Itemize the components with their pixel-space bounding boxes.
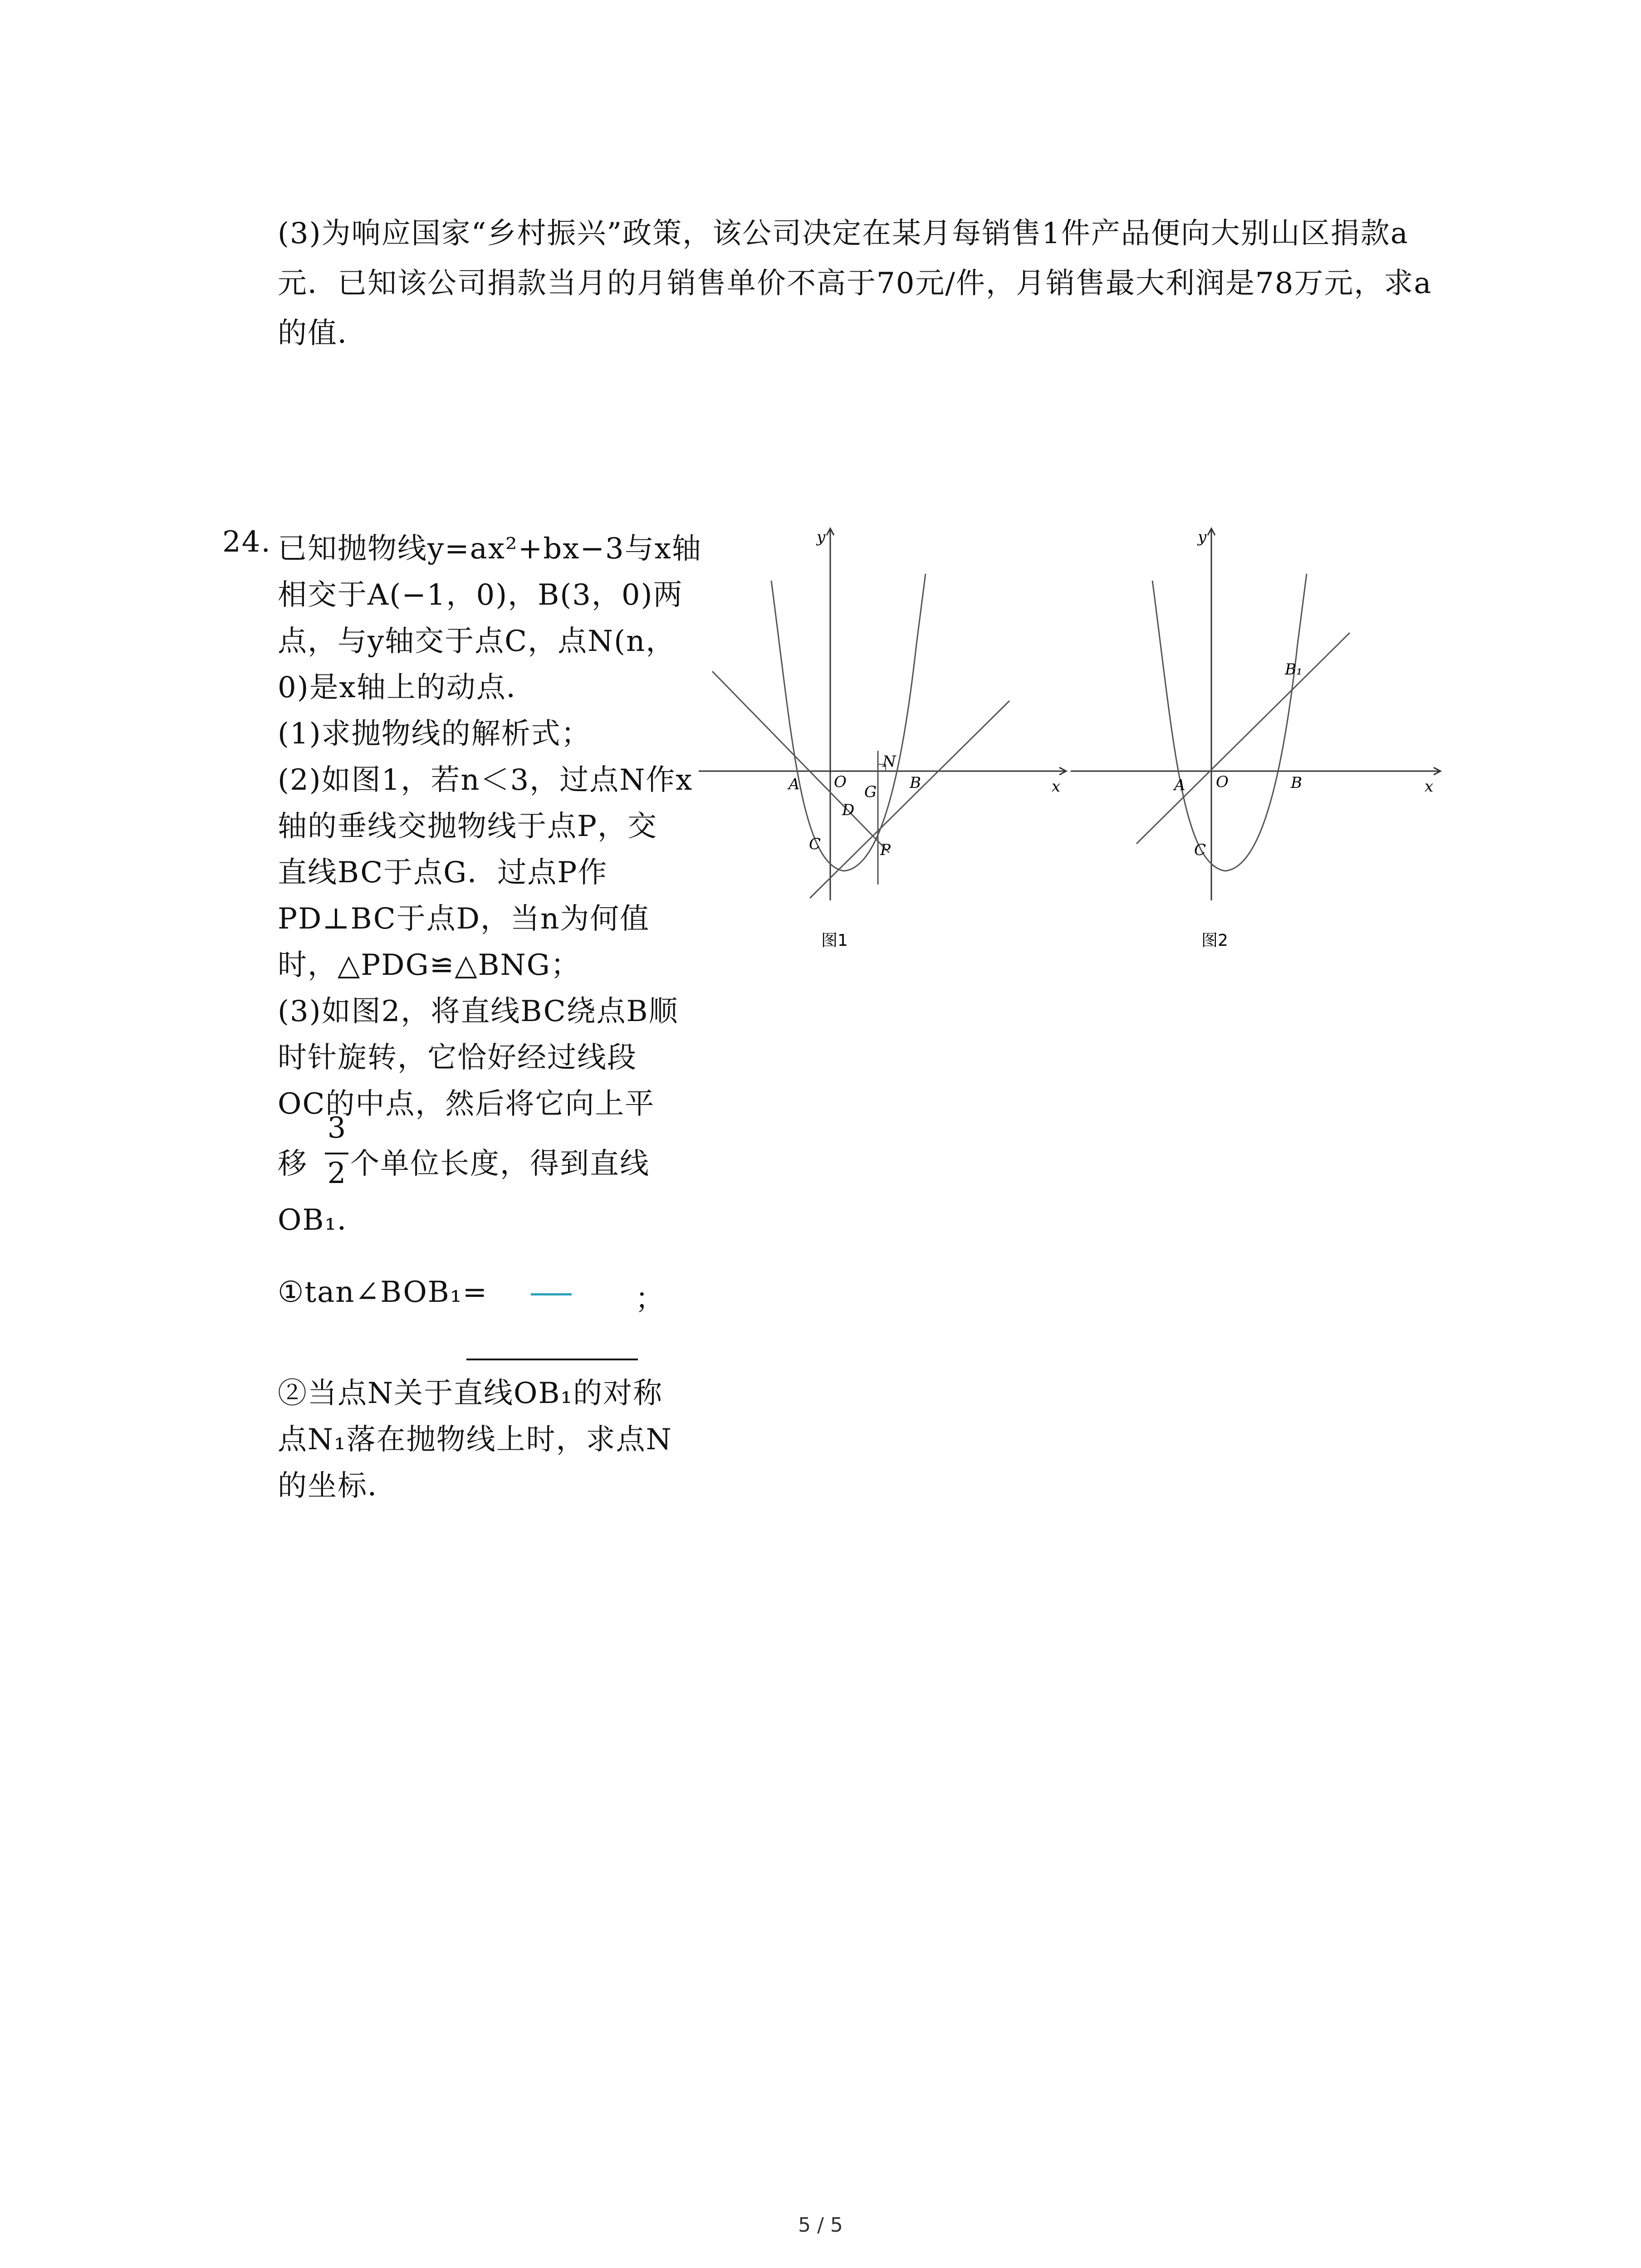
text-line: 元．已知该公司捐款当月的月销售单价不高于70元/件，月销售最大利润是78万元，求a [278, 267, 1432, 300]
text-line: OB₁． [278, 1203, 367, 1237]
fig1-label-y: y [817, 528, 826, 546]
text-line: OC的中点，然后将它向上平 [278, 1087, 655, 1121]
fig1-label-O: O [834, 773, 847, 791]
question-number: 24. [222, 525, 271, 559]
text-line: 个单位长度，得到直线 [350, 1147, 650, 1181]
page-number: 5 / 5 [798, 2214, 843, 2237]
fig1-label-P: P [880, 841, 891, 859]
text-line: 的坐标． [278, 1469, 397, 1503]
fig2-label-B: B [1291, 774, 1302, 792]
fig1-label-A: A [789, 775, 800, 793]
text-line: 的值． [278, 317, 367, 350]
text-line: 0)是x轴上的动点． [278, 671, 536, 704]
text-line: 轴的垂线交抛物线于点P，交 [278, 810, 658, 843]
text-line: (3)如图2，将直线BC绕点B顺 [278, 995, 679, 1028]
text-line: 时，△PDG≌△BNG； [278, 948, 581, 982]
text-line: 移 [278, 1147, 308, 1181]
text-line: ； [635, 1282, 665, 1316]
fig2-label-O: O [1216, 773, 1229, 791]
text-line: 点N₁落在抛物线上时，求点N [278, 1423, 672, 1457]
fig1-label-x: x [1052, 777, 1061, 796]
text-line: 直线BC于点G．过点P作 [278, 856, 608, 890]
fig1-label-D: D [842, 801, 855, 819]
text-line: 点，与y轴交于点C，点N(n， [278, 625, 676, 658]
fig2-caption: 图2 [1201, 931, 1228, 950]
fig1-label-B: B [910, 774, 921, 792]
text-line: ①tan∠BOB₁= [278, 1276, 488, 1309]
fig1-label-C: C [809, 835, 821, 853]
text-line: ②当点N关于直线OB₁的对称 [278, 1377, 663, 1410]
fig2-label-x: x [1425, 777, 1434, 796]
fraction-numerator: 3 [327, 1111, 346, 1145]
text-line: 已知抛物线y=ax²+bx−3与x轴 [278, 532, 702, 566]
fig2-label-A: A [1174, 776, 1185, 794]
fig2-label-C: C [1194, 841, 1206, 859]
text-line: PD⊥BC于点D，当n为何值 [278, 902, 650, 936]
line-ob1 [1136, 633, 1350, 844]
fig1-label-N: N [882, 753, 896, 771]
fig2-label-y: y [1198, 528, 1207, 546]
fig1-label-G: G [864, 783, 877, 801]
text-line: (3)为响应国家“乡村振兴”政策，该公司决定在某月每销售1件产品便向大别山区捐款a [278, 217, 1409, 250]
parabola-curve [1152, 574, 1307, 871]
fraction-denominator: 2 [327, 1157, 346, 1190]
text-line: 时针旋转，它恰好经过线段 [278, 1041, 637, 1075]
text-line: (1)求抛物线的解析式； [278, 717, 591, 751]
text-line: (2)如图1，若n＜3，过点N作x [278, 763, 693, 797]
text-line: 相交于A(−1，0)，B(3，0)两 [278, 578, 683, 612]
fig2-label-B1: B₁ [1285, 660, 1303, 679]
fig1-caption: 图1 [821, 931, 848, 950]
